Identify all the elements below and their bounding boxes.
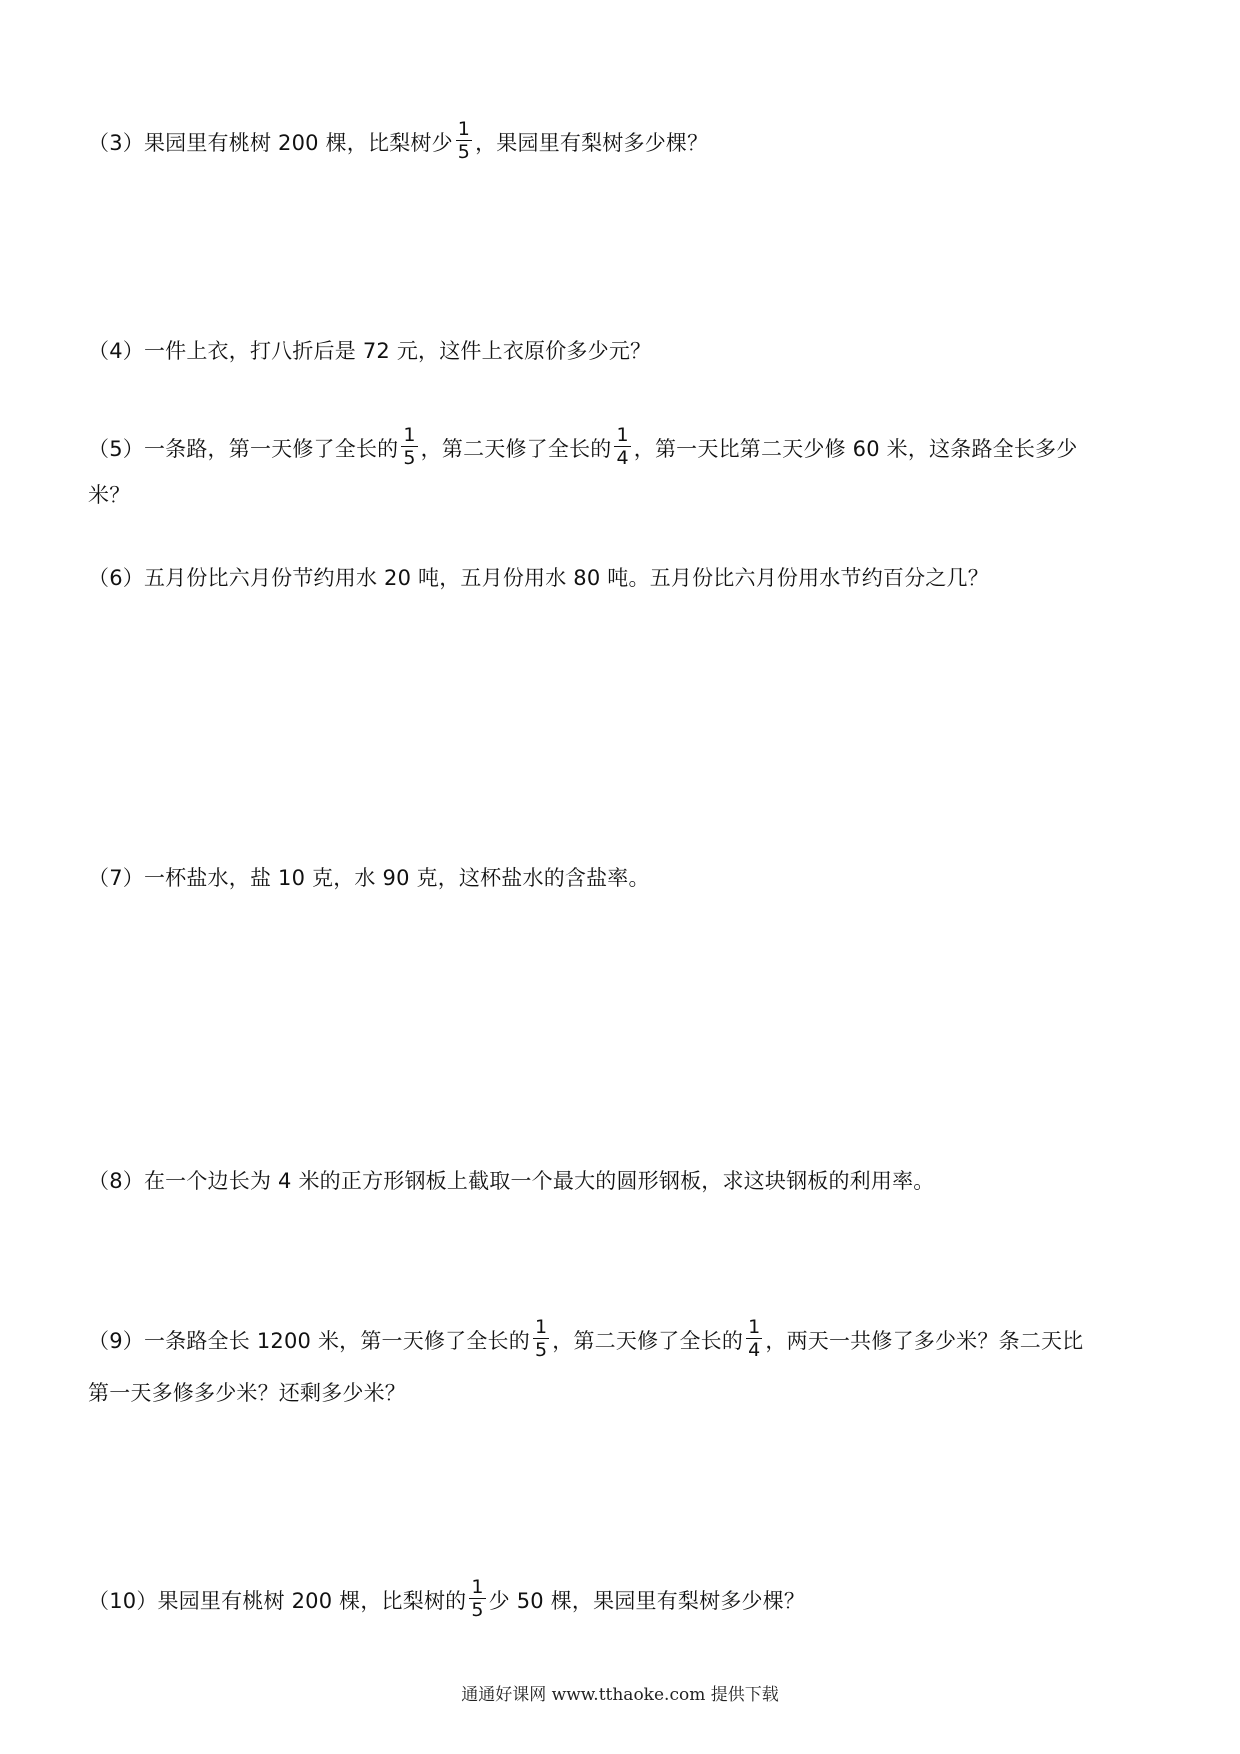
fraction-one-fifth xyxy=(456,118,472,163)
problem-3-text-b: ，果园里有梨树多少棵？ xyxy=(475,130,709,155)
page-footer: 通通好课网 www.tthaoke.com 提供下载 xyxy=(461,1685,779,1705)
problem-7-text: （7）一杯盐水，盐 10 克，水 90 克，这杯盐水的含盐率。 xyxy=(88,866,650,890)
problem-10-text-b: 少 50 棵，果园里有梨树多少棵？ xyxy=(488,1588,806,1613)
problem-5-text-d: 米？ xyxy=(88,483,131,507)
problem-5-text-c: ，第一天比第二天少修 60 米，这条路全长多少 xyxy=(633,436,1078,461)
fraction-denominator: 5 xyxy=(457,141,471,163)
problem-10 xyxy=(0,1578,1240,1622)
fraction-one-fifth xyxy=(401,424,417,469)
fraction-numerator: 1 xyxy=(471,1576,484,1598)
fraction-numerator: 1 xyxy=(534,1316,548,1338)
fraction-denominator: 5 xyxy=(403,447,416,469)
problem-3 xyxy=(0,120,1240,164)
problem-9-text-c: ，两天一共修了多少米？条二天比 xyxy=(765,1328,1084,1353)
problem-9-text-a: （9）一条路全长 1200 米，第一天修了全长的 xyxy=(88,1328,530,1353)
fraction-one-fifth xyxy=(469,1576,485,1621)
problem-3-text-a: （3）果园里有桃树 200 棵，比梨树少 xyxy=(88,130,453,155)
problem-7 xyxy=(0,857,1240,897)
problem-9 xyxy=(0,1316,1240,1405)
fraction-denominator: 4 xyxy=(748,1339,761,1361)
fraction-numerator: 1 xyxy=(748,1316,761,1338)
fraction-one-fourth xyxy=(746,1316,762,1361)
problem-10-text-a: （10）果园里有桃树 200 棵，比梨树的 xyxy=(88,1588,467,1613)
fraction-denominator: 5 xyxy=(471,1599,484,1621)
fraction-numerator: 1 xyxy=(457,118,471,140)
problem-5-text-a: （5）一条路，第一天修了全长的 xyxy=(88,436,399,461)
problem-8 xyxy=(0,1160,1240,1200)
problem-4 xyxy=(0,330,1240,370)
problem-9-text-d: 第一天多修多少米？还剩多少米？ xyxy=(88,1381,406,1405)
fraction-denominator: 5 xyxy=(534,1339,548,1361)
problem-5 xyxy=(0,426,1240,510)
fraction-numerator: 1 xyxy=(616,424,629,446)
problem-8-text: （8）在一个边长为 4 米的正方形钢板上截取一个最大的圆形钢板，求这块钢板的利用率。 xyxy=(88,1169,935,1193)
fraction-one-fifth xyxy=(533,1316,549,1361)
fraction-denominator: 4 xyxy=(616,447,629,469)
problem-5-text-b: ，第二天修了全长的 xyxy=(420,436,612,461)
problem-9-text-b: ，第二天修了全长的 xyxy=(552,1328,744,1353)
problem-4-text: （4）一件上衣，打八折后是 72 元，这件上衣原价多少元？ xyxy=(88,339,652,363)
problem-6-text: （6）五月份比六月份节约用水 20 吨，五月份用水 80 吨。五月份比六月份用水节约百分之几？ xyxy=(88,566,989,590)
fraction-one-fourth xyxy=(614,424,630,469)
problem-6 xyxy=(0,557,1240,597)
fraction-numerator: 1 xyxy=(403,424,416,446)
